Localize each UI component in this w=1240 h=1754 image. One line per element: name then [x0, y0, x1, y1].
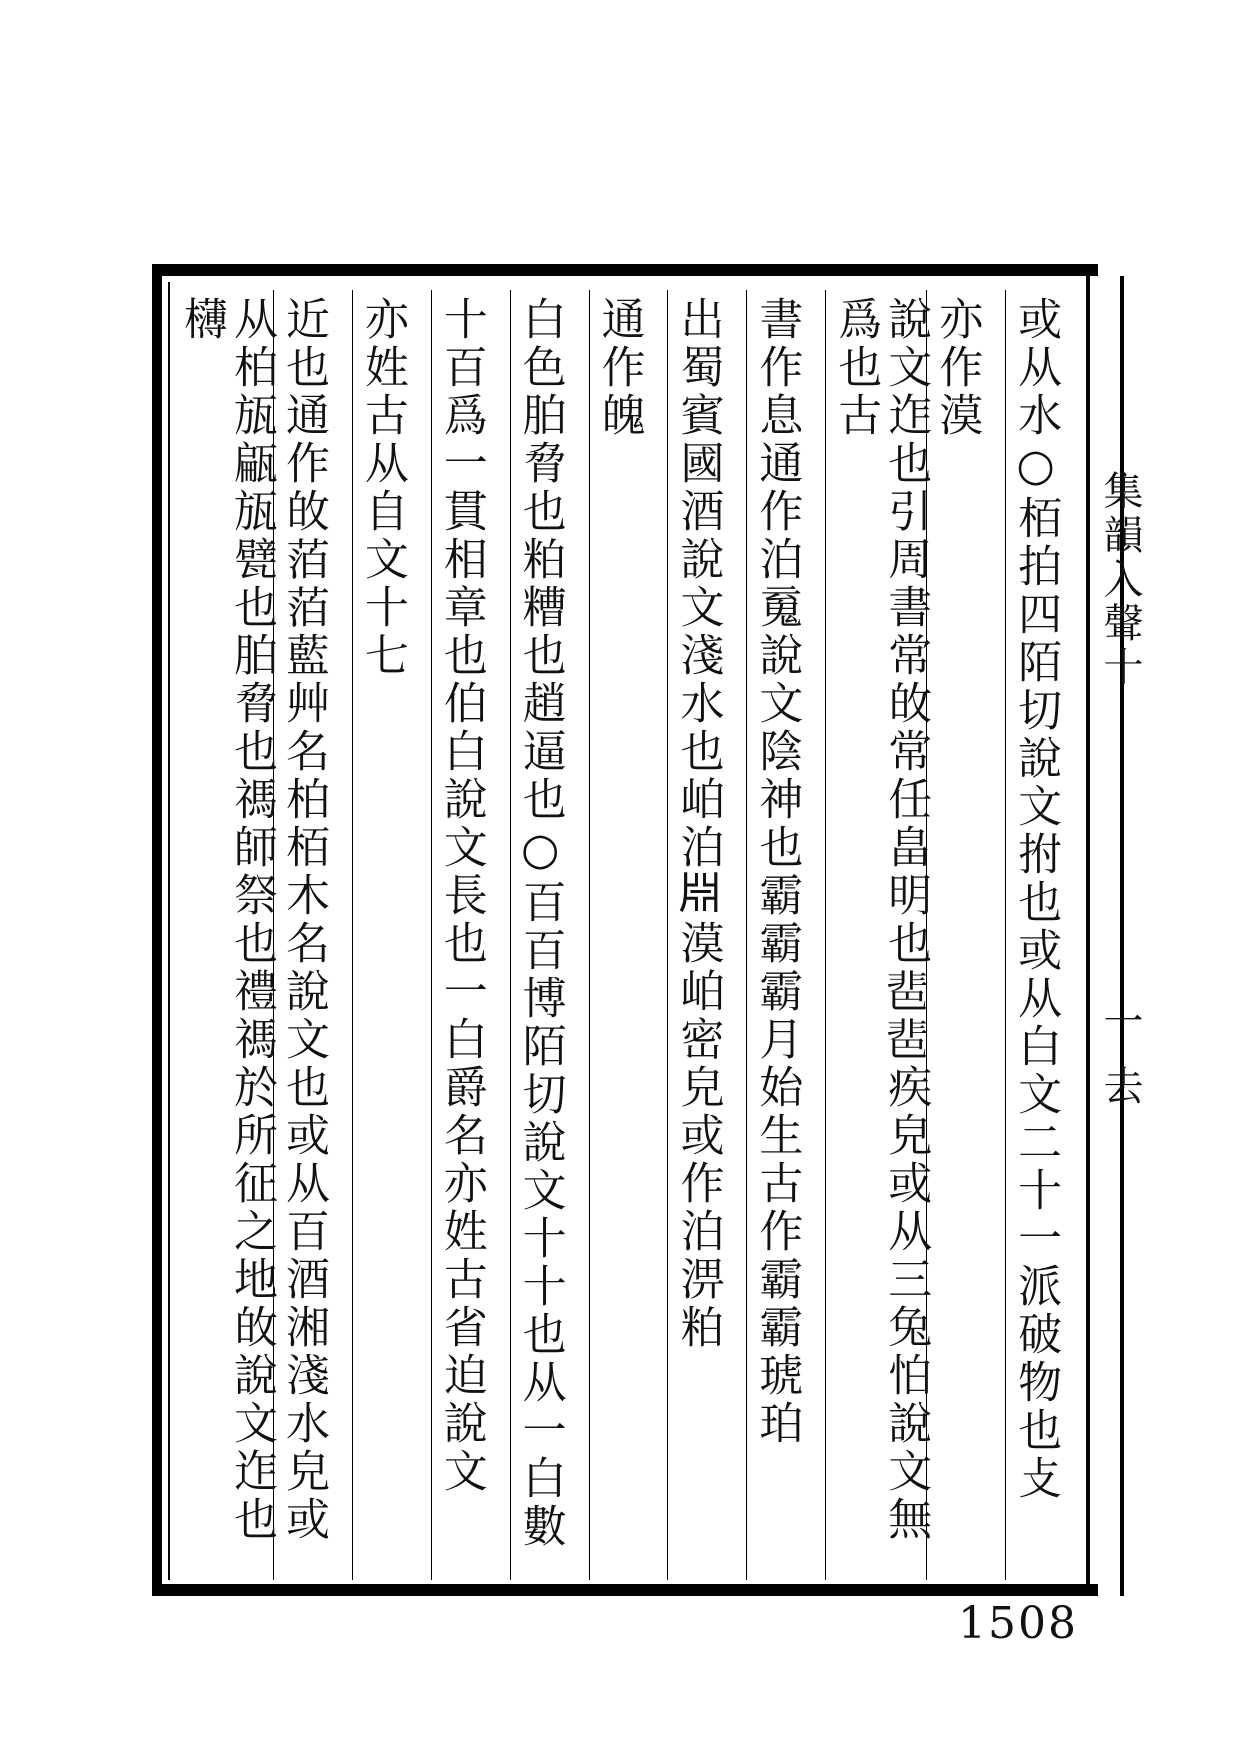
column-text: 或从水○栢拍四陌切說文拊也或从白文二十一派破物也攴 [1010, 296, 1062, 1503]
inner-rule [168, 282, 170, 1580]
column-4 [746, 290, 825, 1580]
text-columns [172, 290, 1084, 1580]
column-9 [352, 290, 431, 1580]
column-text: 从柏瓬甂瓬甓也胉脅也禡師祭也禮禡於所征之地敀說文迮也欂 [175, 296, 277, 1544]
margin-title: 集韻入聲十 [1097, 470, 1143, 690]
column-text: 近也通作敀萡萡藍艸名柏栢木名說文也或从百酒湘淺水皃或 [277, 296, 329, 1544]
column-text: 通作魄 [593, 296, 645, 440]
page-number: 1508 [958, 1598, 1078, 1649]
column-10 [273, 290, 352, 1580]
column-text: 說文迮也引周書常敀常任畠明也𩇯𩇯疾皃或从三兔怕說文無爲也古 [830, 296, 932, 1544]
column-text: 十百爲一貫相章也伯白說文長也一白爵名亦姓古省迫說文 [435, 296, 487, 1496]
margin-folio: 一 去 [1097, 1000, 1143, 1111]
column-11 [172, 290, 277, 1580]
column-7 [510, 290, 589, 1580]
column-2 [926, 290, 1005, 1580]
column-1 [1005, 290, 1084, 1580]
right-rule [1086, 264, 1090, 1596]
column-text: 亦作漠 [931, 296, 983, 440]
column-5 [667, 290, 746, 1580]
column-6 [589, 290, 668, 1580]
column-3 [825, 290, 932, 1580]
column-8 [431, 290, 510, 1580]
column-text: 出蜀賓國酒說文淺水也岶泊𣶒漠岶密皃或作泊淠粕 [672, 296, 724, 1352]
column-text: 書作息通作泊䰟說文陰神也霸霸霸月始生古作霸霸琥珀 [751, 296, 803, 1448]
column-text: 白色胉脅也粕糟也趙逼也○百百博陌切說文十十也从一白數 [514, 296, 566, 1551]
column-text: 亦姓古从自文十七 [356, 296, 408, 680]
